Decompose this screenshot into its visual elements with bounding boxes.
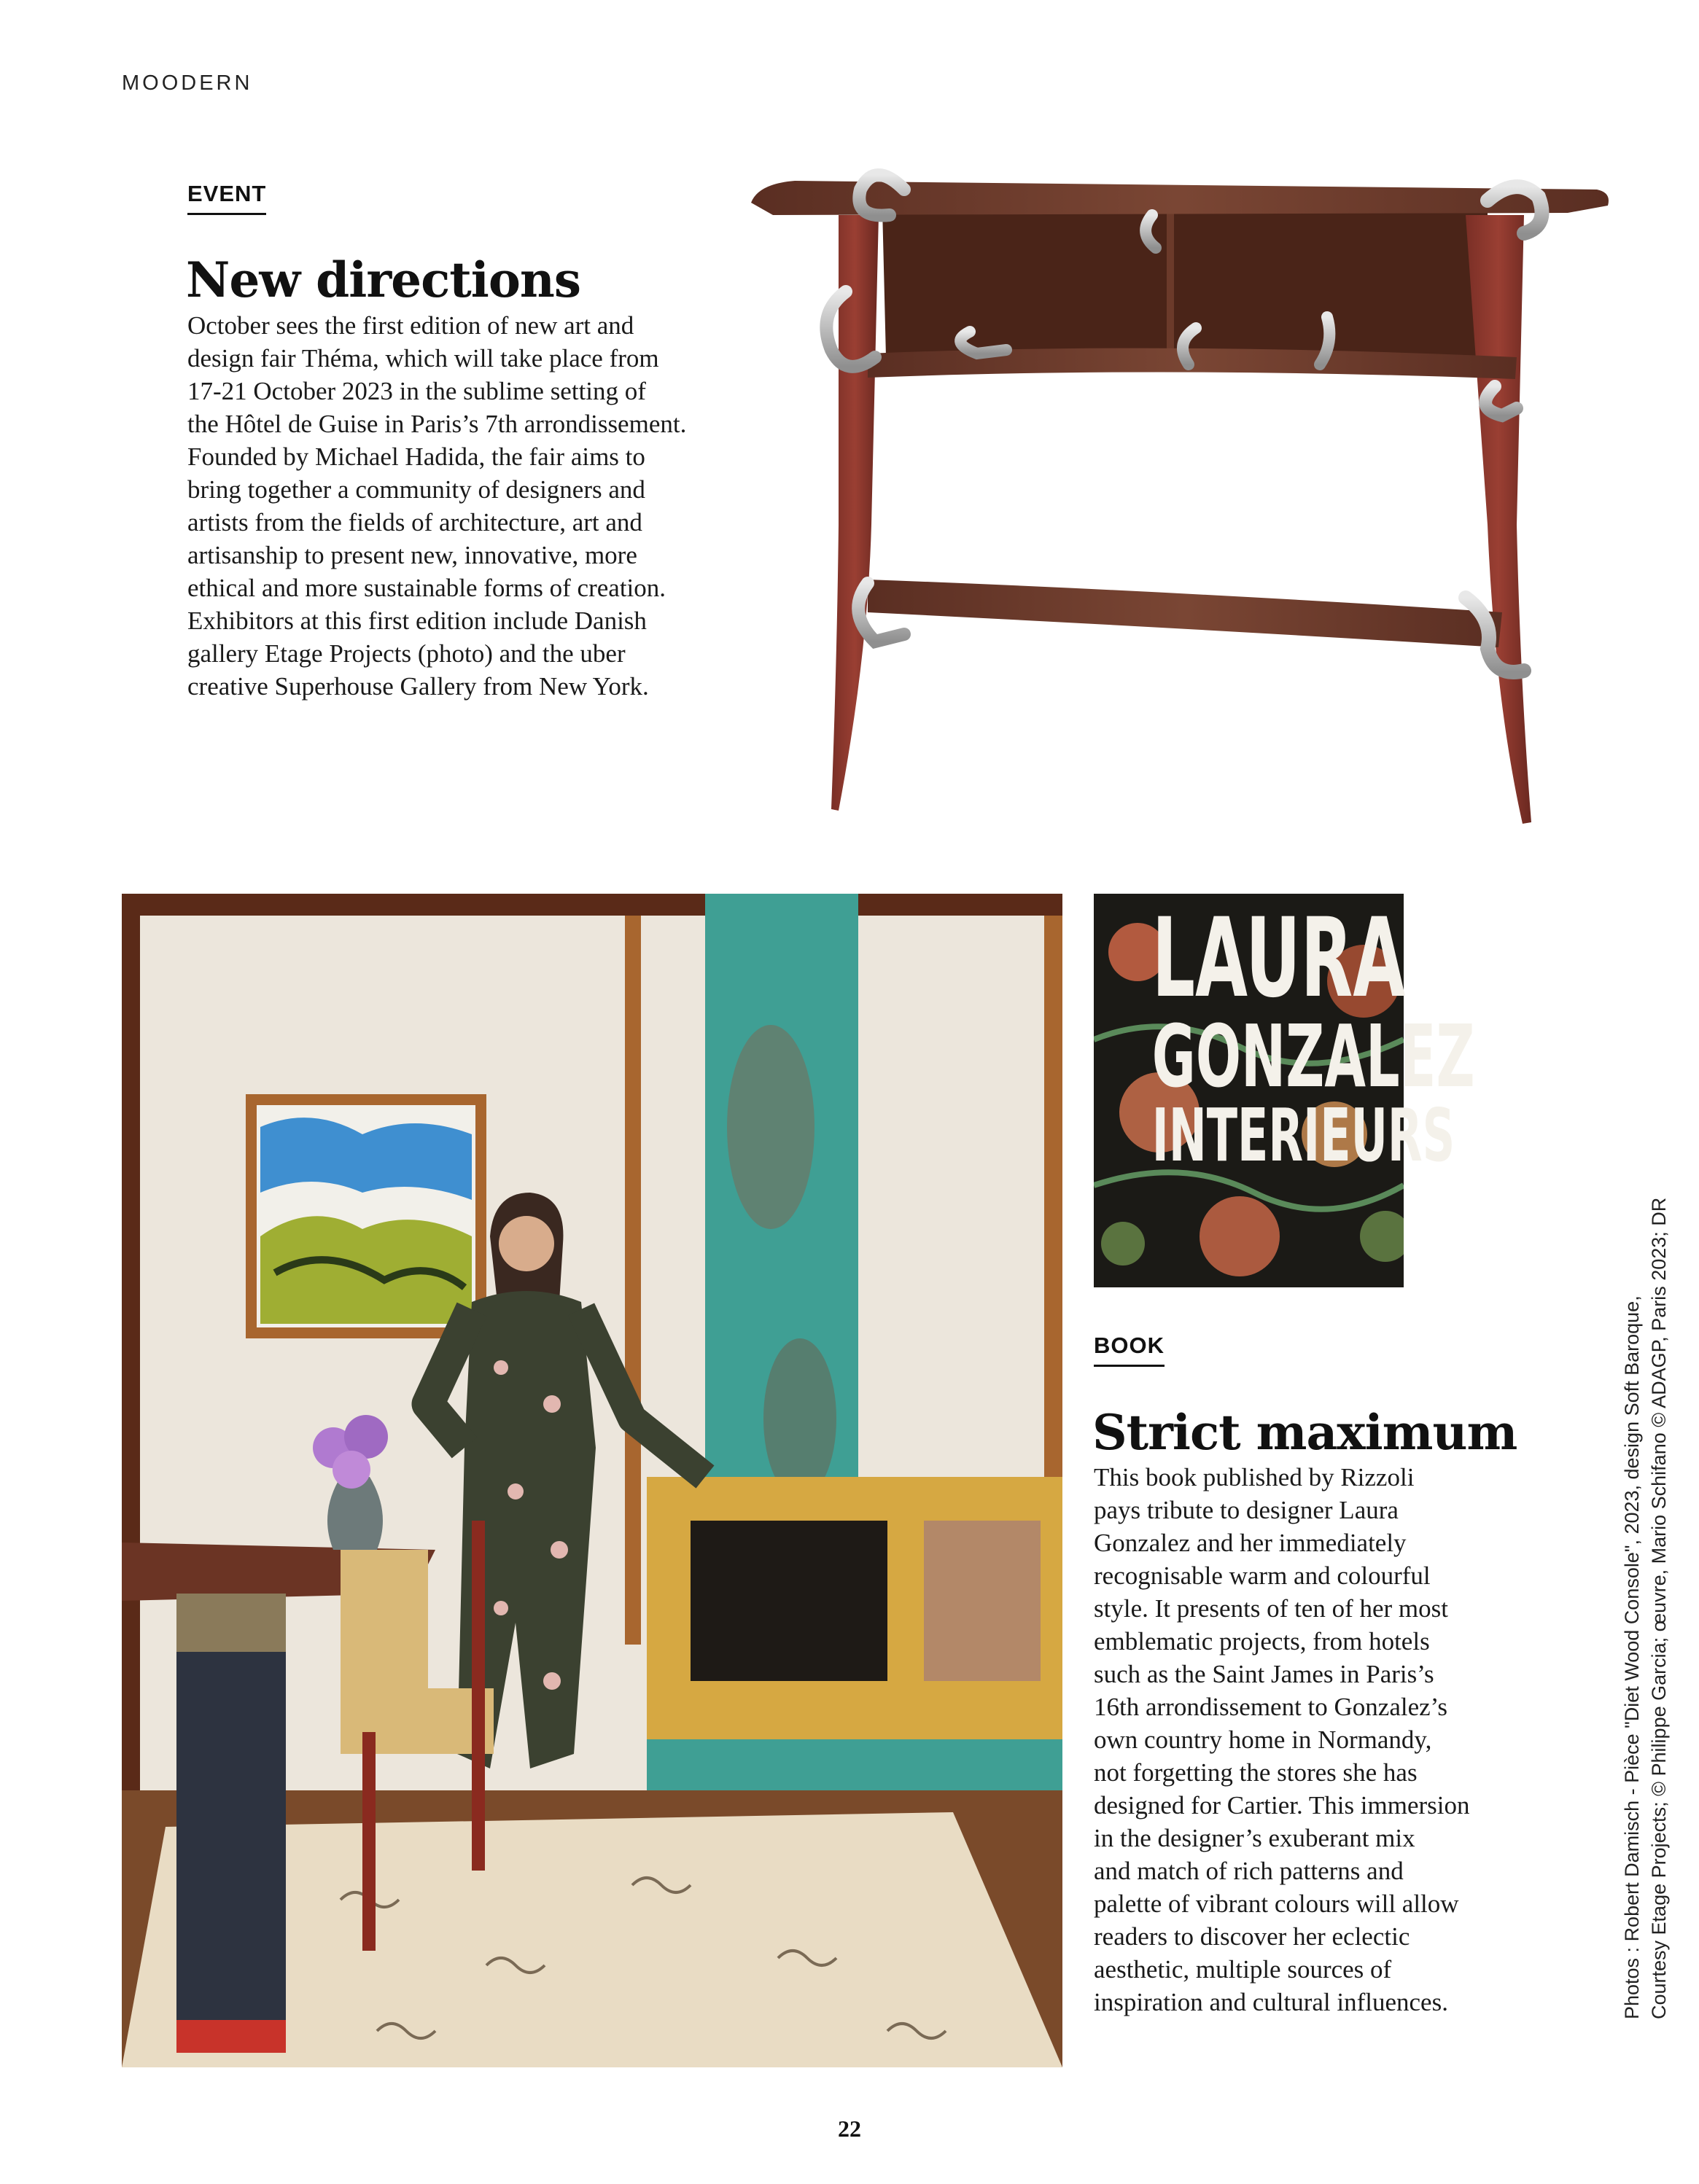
book-line: 16th arrondissement to Gonzalez’s (1094, 1693, 1448, 1721)
event-line: gallery Etage Projects (photo) and the uber (187, 639, 626, 668)
console-photo (729, 146, 1626, 831)
credit-line: Photos : Robert Damisch - Pièce "Diet Wood Console", 2023, design Soft Baroque, (1621, 1295, 1643, 2019)
book-line: aesthetic, multiple sources of (1094, 1955, 1392, 1984)
book-line: not forgetting the stores she has (1094, 1758, 1418, 1787)
book-line: in the designer’s exuberant mix (1094, 1824, 1415, 1852)
event-body (187, 309, 686, 703)
event-line: 17-21 October 2023 in the sublime setting of (187, 377, 646, 405)
event-line: October sees the first edition of new art and (187, 311, 634, 340)
event-line: design fair Théma, which will take place from (187, 344, 659, 373)
book-cover-line: GONZALEZ (1151, 1006, 1475, 1107)
book-line: style. It presents of ten of her most (1094, 1594, 1449, 1623)
event-line: artists from the fields of architecture, art and (187, 508, 642, 537)
book-line: inspiration and cultural influences. (1094, 1988, 1448, 2016)
book-line: own country home in Normandy, (1094, 1725, 1432, 1754)
event-line: creative Superhouse Gallery from New York. (187, 672, 649, 701)
book-line: palette of vibrant colours will allow (1094, 1889, 1459, 1918)
magazine-masthead: MOODERN (122, 71, 253, 95)
section-label-event: EVENT (187, 181, 266, 215)
event-line: artisanship to present new, innovative, more (187, 541, 637, 569)
event-headline: New directions (186, 251, 581, 308)
book-cover-line: LAURA (1151, 895, 1406, 1022)
section-label-book: BOOK (1094, 1333, 1165, 1367)
event-line: ethical and more sustainable forms of creation. (187, 574, 666, 602)
credit-line: Courtesy Etage Projects; © Philippe Garcia; œuvre, Mario Schifano © ADAGP, Paris 2023; DR (1648, 1197, 1670, 2019)
book-line: pays tribute to designer Laura (1094, 1496, 1399, 1524)
book-cover-line: INTERIEURS (1151, 1093, 1455, 1178)
book-headline: Strict maximum (1092, 1404, 1517, 1461)
book-line: emblematic projects, from hotels (1094, 1627, 1430, 1655)
book-line: Gonzalez and her immediately (1094, 1529, 1407, 1557)
book-line: such as the Saint James in Paris’s (1094, 1660, 1434, 1688)
event-line: the Hôtel de Guise in Paris’s 7th arrondissement. (187, 410, 687, 438)
book-line: readers to discover her eclectic (1094, 1922, 1410, 1951)
event-line: Exhibitors at this first edition include Danish (187, 607, 647, 635)
book-body (1094, 1461, 1470, 2019)
photo-credits (1619, 1079, 1673, 2019)
book-line: designed for Cartier. This immersion (1094, 1791, 1470, 1820)
event-line: bring together a community of designers and (187, 475, 645, 504)
book-line: This book published by Rizzoli (1094, 1463, 1415, 1491)
book-line: and match of rich patterns and (1094, 1857, 1404, 1885)
page-number: 22 (838, 2115, 861, 2142)
interior-photo (122, 894, 1062, 2067)
event-line: Founded by Michael Hadida, the fair aims to (187, 442, 645, 471)
book-line: recognisable warm and colourful (1094, 1561, 1431, 1590)
book-cover-title (1094, 895, 1475, 1178)
